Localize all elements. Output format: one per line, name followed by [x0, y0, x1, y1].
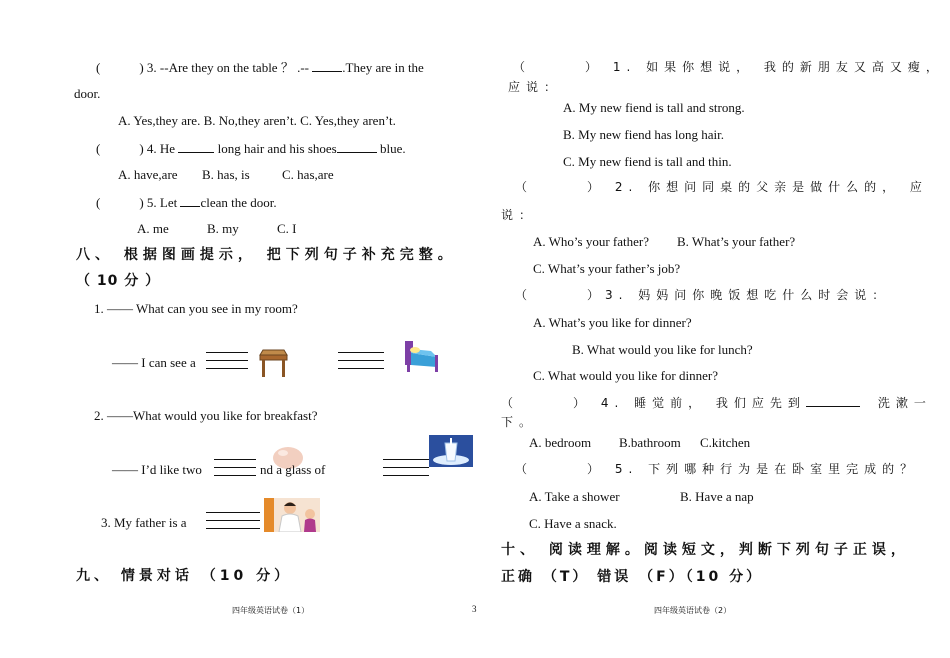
- section-10-instructions: 正确 （T） 错误 （F）（10 分）: [501, 569, 764, 585]
- r5-option-c: C. Have a snack.: [529, 516, 617, 531]
- q2-writing-lines-2[interactable]: [383, 459, 429, 483]
- q3-options: A. Yes,they are. B. No,they aren’t. C. Yes,they aren’t.: [118, 113, 396, 128]
- bed-icon: [403, 339, 440, 374]
- section-8-title: 八、 根据图画提示， 把下列句子补充完整。: [76, 247, 457, 263]
- table-icon: [257, 347, 290, 379]
- picture-q2-answer: —— I’d like two: [112, 462, 202, 477]
- r1-option-b: B. My new fiend has long hair.: [563, 127, 725, 142]
- q5-option-c: C. I: [277, 221, 297, 236]
- r4-blank[interactable]: [806, 394, 860, 407]
- r4-option-b: B.bathroom: [619, 435, 681, 450]
- q4-after: blue.: [376, 141, 406, 156]
- page-number: 3: [472, 604, 477, 614]
- r3-option-a: A. What’s you like for dinner?: [533, 315, 692, 330]
- r1-option-a: A. My new fiend is tall and strong.: [563, 100, 745, 115]
- q3-writing-lines[interactable]: [206, 512, 260, 536]
- q5-option-b: B. my: [207, 221, 239, 236]
- footer-left: 四年级英语试卷（1）: [232, 606, 310, 615]
- section-10-title: 十、 阅读理解。阅读短文，判断下列句子正误，: [501, 542, 910, 558]
- section-8-score: （ 10 分 ）: [76, 273, 161, 289]
- doctor-icon: [264, 498, 320, 532]
- q4-mid: long hair and his shoes: [214, 141, 337, 156]
- q5-blank[interactable]: [180, 194, 200, 207]
- q1-writing-lines-2[interactable]: [338, 352, 384, 376]
- q2-writing-lines-1[interactable]: [214, 459, 256, 483]
- r1-question: （ ） 1. 如果你想说， 我的新朋友又高又瘦，: [513, 60, 944, 74]
- r5-option-b: B. Have a nap: [680, 489, 754, 504]
- q5-stem: ( ) 5. Let: [96, 195, 181, 210]
- q4-blank-2[interactable]: [337, 140, 377, 153]
- r2-question-cont: 说：: [501, 208, 538, 222]
- r4-option-c: C.kitchen: [700, 435, 751, 450]
- q4-option-b: B. has, is: [202, 167, 250, 182]
- r4-line: [501, 394, 932, 411]
- q3-stem: ( ) 3. --Are they on the table ？ .--: [96, 60, 313, 75]
- q5-after: clean the door.: [200, 195, 277, 210]
- r1-option-c: C. My new fiend is tall and thin.: [563, 154, 732, 169]
- q4-stem: ( ) 4. He: [96, 141, 179, 156]
- q5-option-a: A. me: [137, 221, 169, 236]
- r5-option-a: A. Take a shower: [529, 489, 620, 504]
- r4-question-after: 洗漱一: [877, 396, 932, 410]
- r1-question-cont: 应说：: [508, 80, 563, 94]
- picture-q1-answer: —— I can see a: [112, 355, 196, 370]
- q5-line: [96, 194, 277, 211]
- q4-option-c: C. has,are: [282, 167, 334, 182]
- r3-option-b: B. What would you like for lunch?: [572, 342, 753, 357]
- r3-question: （ ）3. 妈妈问你晚饭想吃什么时会说：: [515, 288, 891, 302]
- q3-line: [96, 59, 424, 76]
- r4-question: （ ） 4. 睡觉前， 我们应先到: [501, 396, 806, 410]
- q4-option-a: A. have,are: [118, 167, 178, 182]
- q3-after: .They are in the: [342, 60, 424, 75]
- q4-blank-1[interactable]: [178, 140, 214, 153]
- r2-option-a: A. Who’s your father?: [533, 234, 650, 249]
- q4-line: [96, 140, 406, 157]
- q3-blank[interactable]: [312, 59, 342, 72]
- r3-option-c: C. What would you like for dinner?: [533, 368, 718, 383]
- milk-glass-icon: [429, 435, 473, 467]
- picture-q2-question: 2. ——What would you like for breakfast?: [94, 408, 318, 423]
- picture-q2-answer-middle: nd a glass of: [260, 462, 326, 477]
- r4-option-a: A. bedroom: [529, 435, 592, 450]
- picture-q1-question: 1. —— What can you see in my room?: [94, 301, 298, 316]
- r2-question: （ ） 2. 你想问同桌的父亲是做什么的， 应: [515, 180, 928, 194]
- picture-q3-question: 3. My father is a: [101, 515, 187, 530]
- q1-writing-lines-1[interactable]: [206, 352, 248, 376]
- r5-question: （ ） 5. 下列哪种行为是在卧室里完成的？: [515, 462, 919, 476]
- footer-right: 四年级英语试卷（2）: [654, 606, 732, 615]
- r4-question-cont: 下。: [501, 415, 538, 429]
- section-9-title: 九、 情景对话 （10 分）: [76, 568, 293, 584]
- q3-continuation: door.: [74, 86, 101, 101]
- r2-option-c: C. What’s your father’s job?: [533, 261, 681, 276]
- r2-option-b: B. What’s your father?: [677, 234, 796, 249]
